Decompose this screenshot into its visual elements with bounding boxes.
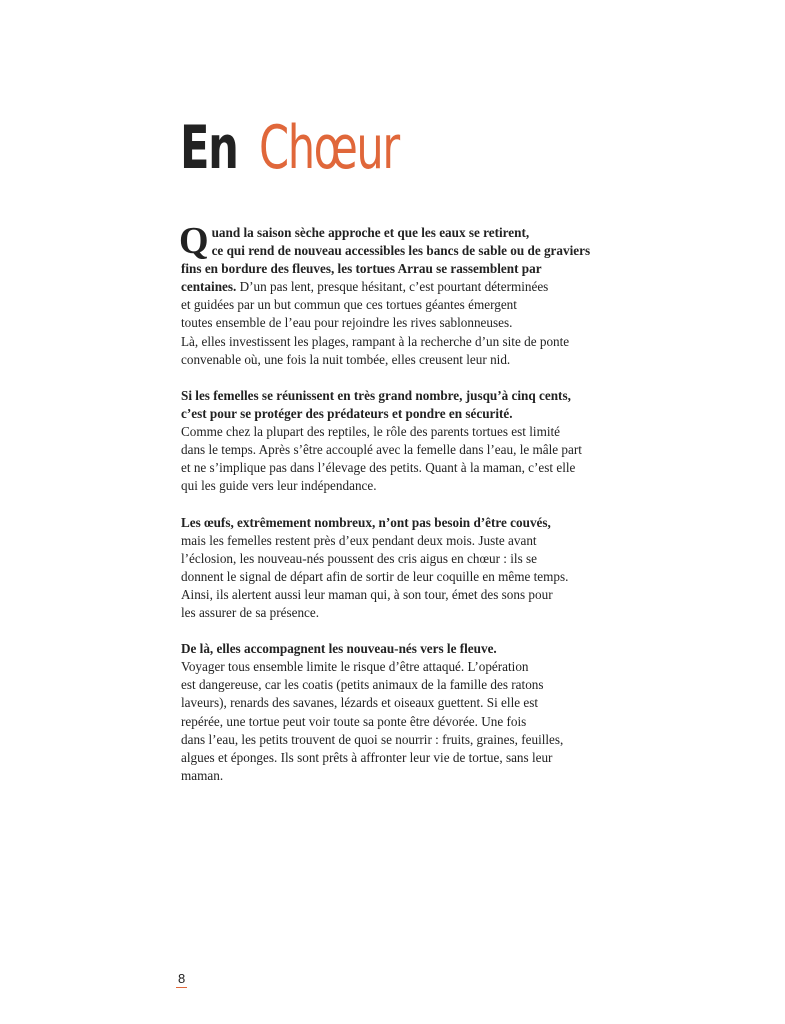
- regular-text: toutes ensemble de l’eau pour rejoindre les rives sablonneuses.: [181, 315, 513, 331]
- text-line: [181, 749, 611, 767]
- text-line: [181, 423, 611, 441]
- text-line: [181, 333, 611, 351]
- drop-cap: Q: [179, 220, 209, 262]
- regular-text: convenable où, une fois la nuit tombée, elles creusent leur nid.: [181, 351, 511, 367]
- regular-text: l’éclosion, les nouveau-nés poussent des cris aigus en chœur : ils se: [181, 550, 537, 566]
- regular-text: Ainsi, ils alertent aussi leur maman qui, à son tour, émet des sons pour: [181, 586, 553, 602]
- text-line: [181, 586, 611, 604]
- paragraph: [181, 387, 611, 496]
- text-line: [181, 604, 611, 622]
- text-line: [181, 713, 611, 731]
- article-body: [179, 220, 611, 803]
- text-line: [181, 387, 611, 405]
- bold-text: uand la saison sèche approche et que les eaux se retirent,: [211, 225, 530, 240]
- regular-text: algues et éponges. Ils sont prêts à affronter leur vie de tortue, sans leur: [181, 749, 553, 765]
- text-line: [181, 459, 611, 477]
- regular-text: est dangereuse, car les coatis (petits animaux de la famille des ratons: [181, 677, 544, 693]
- text-line: [181, 260, 611, 278]
- text-line: [181, 514, 611, 532]
- regular-text: D’un pas lent, presque hésitant, c’est pourtant déterminées: [236, 279, 549, 295]
- bold-text: Si les femelles se réunissent en très grand nombre, jusqu’à cinq cents,: [181, 387, 571, 403]
- text-line: [181, 568, 611, 586]
- text-line: [181, 405, 611, 423]
- text-line: [181, 477, 611, 495]
- text-line: [181, 351, 611, 369]
- text-line: [181, 731, 611, 749]
- regular-text: Voyager tous ensemble limite le risque d’être attaqué. L’opération: [181, 659, 529, 675]
- regular-text: les assurer de sa présence.: [181, 604, 320, 620]
- title-word-en: En: [180, 113, 238, 183]
- page-number: 8: [178, 971, 186, 986]
- bold-text: fins en bordure des fleuves, les tortues Arrau se rassemblent par: [181, 261, 542, 277]
- regular-text: dans le temps. Après s’être accouplé avec la femelle dans l’eau, le mâle part: [181, 442, 582, 458]
- bold-text: Les œufs, extrêmement nombreux, n’ont pas besoin d’être couvés,: [181, 514, 551, 530]
- regular-text: qui les guide vers leur indépendance.: [181, 478, 377, 494]
- text-line: [181, 532, 611, 550]
- regular-text: Là, elles investissent les plages, rampant à la recherche d’un site de ponte: [181, 333, 570, 349]
- text-line: [181, 441, 611, 459]
- text-line: [181, 640, 611, 658]
- regular-text: mais les femelles restent près d’eux pendant deux mois. Juste avant: [181, 532, 537, 548]
- regular-text: et ne s’implique pas dans l’élevage des petits. Quant à la maman, c’est elle: [181, 460, 576, 476]
- text-line: [181, 314, 611, 332]
- text-line: [181, 658, 611, 676]
- paragraph: [179, 220, 611, 369]
- paragraph: [181, 514, 611, 623]
- text-line: [181, 278, 611, 296]
- regular-text: laveurs), renards des savanes, lézards et oiseaux guettent. Si elle est: [181, 695, 539, 711]
- bold-text: c’est pour se protéger des prédateurs et pondre en sécurité.: [181, 405, 513, 421]
- text-line: [181, 242, 611, 260]
- regular-text: et guidées par un but commun que ces tortues géantes émergent: [181, 297, 517, 313]
- regular-text: donnent le signal de départ afin de sortir de leur coquille en même temps.: [181, 568, 569, 584]
- regular-text: dans l’eau, les petits trouvent de quoi se nourrir : fruits, graines, feuilles,: [181, 731, 564, 747]
- paragraph: [181, 640, 611, 785]
- text-line: [181, 296, 611, 314]
- text-line: [181, 767, 611, 785]
- text-line: [181, 550, 611, 568]
- bold-text: De là, elles accompagnent les nouveau-nés vers le fleuve.: [181, 641, 497, 657]
- bold-text: centaines.: [181, 279, 237, 295]
- regular-text: maman.: [181, 767, 224, 783]
- regular-text: Comme chez la plupart des reptiles, le rôle des parents tortues est limité: [181, 424, 561, 440]
- title-word-choeur: Chœur: [258, 113, 399, 183]
- text-line: [181, 224, 611, 242]
- text-line: [181, 694, 611, 712]
- bold-text: ce qui rend de nouveau accessibles les bancs de sable ou de graviers: [211, 243, 591, 259]
- text-line: [181, 676, 611, 694]
- regular-text: repérée, une tortue peut voir toute sa ponte être dévorée. Une fois: [181, 713, 527, 729]
- page-title: [180, 113, 453, 188]
